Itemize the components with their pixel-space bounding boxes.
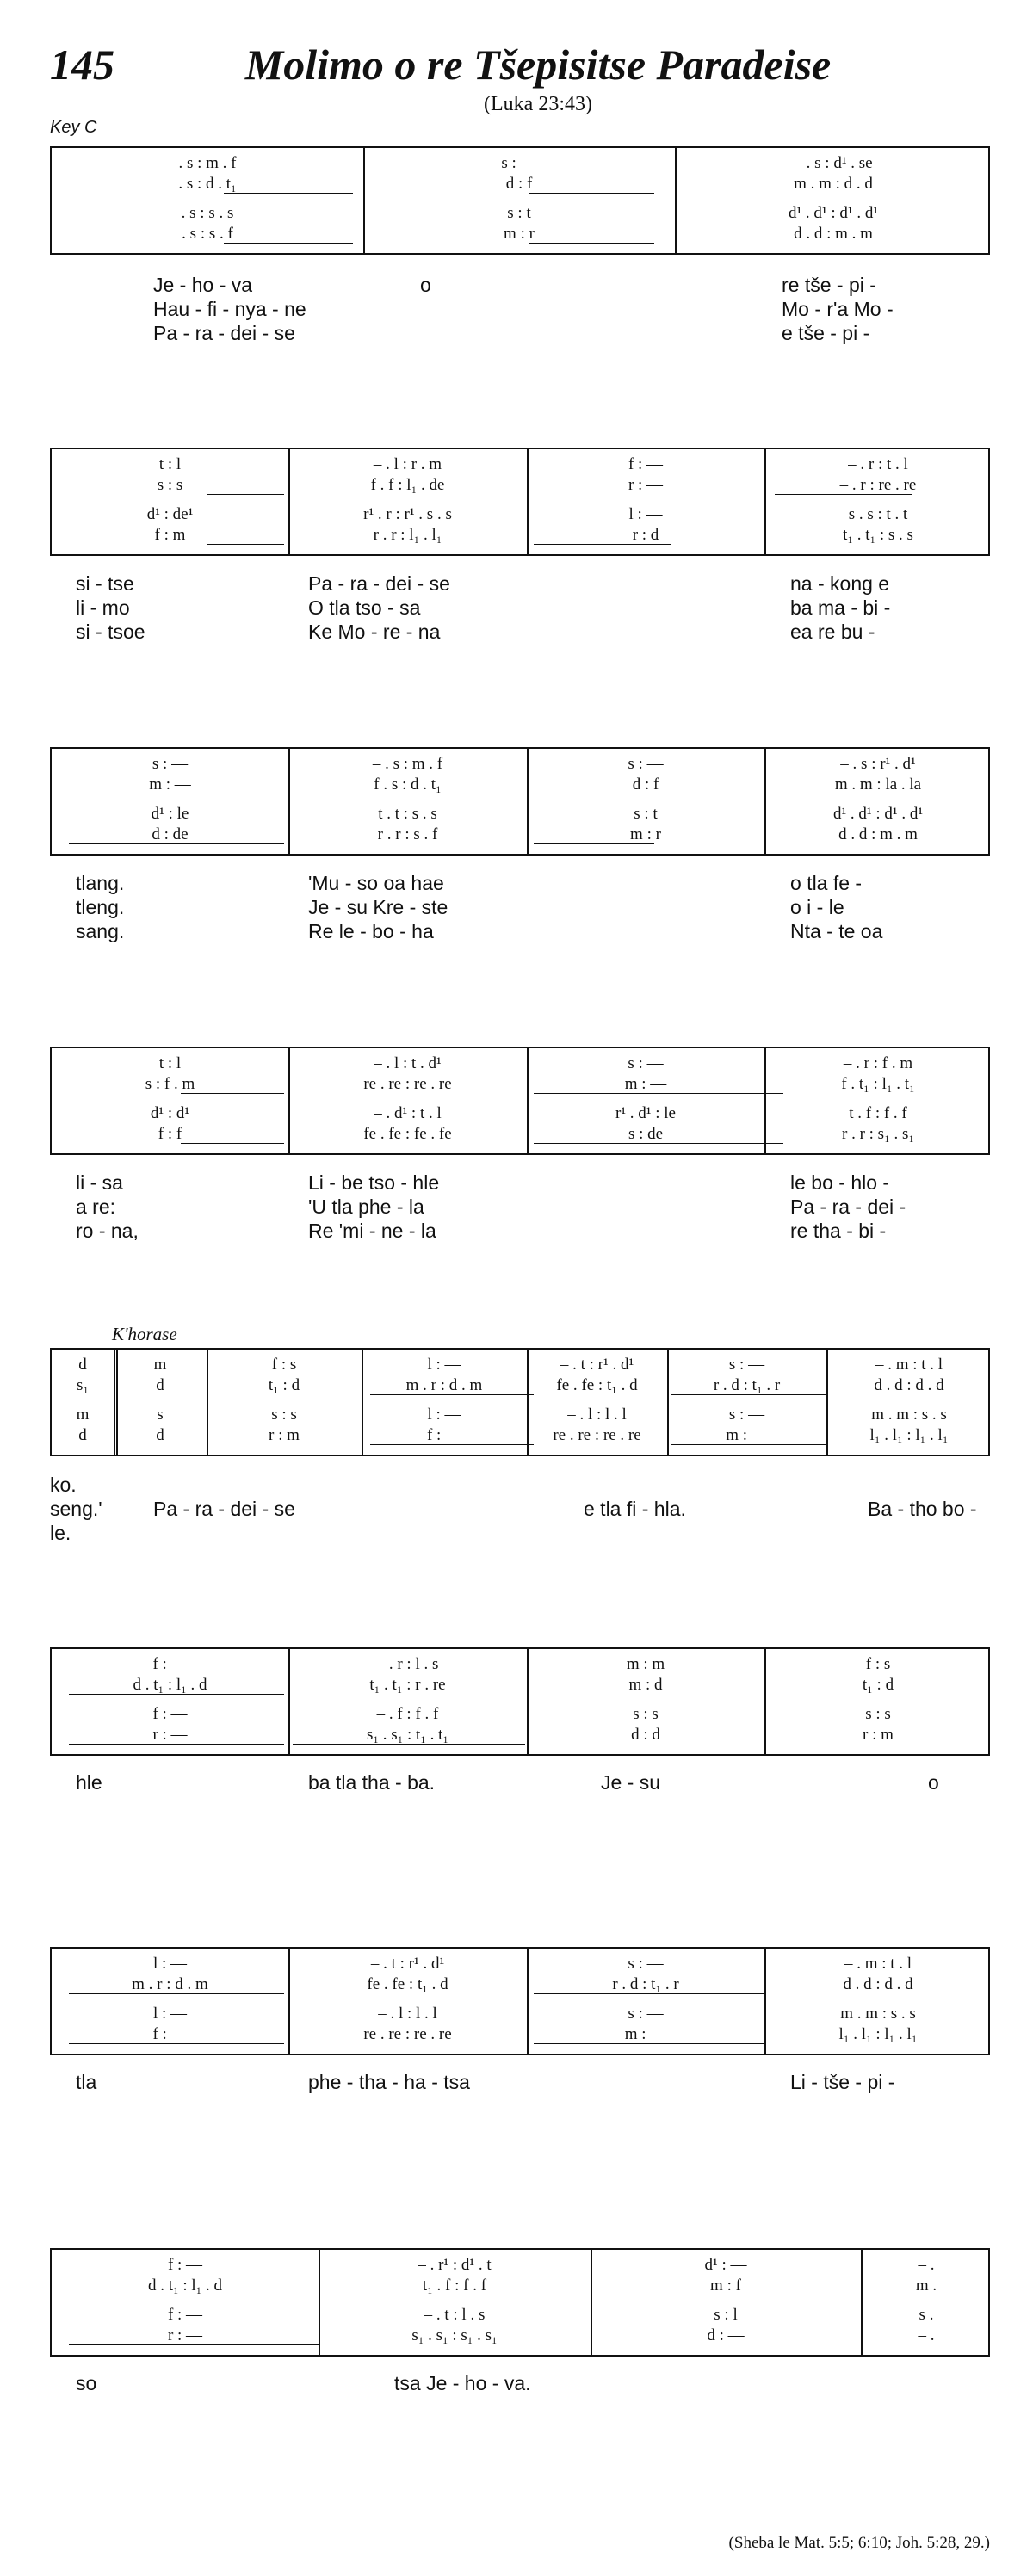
lyric-line bbox=[50, 1220, 990, 1244]
note-group: d¹ . d¹ : d¹ . d¹ bbox=[788, 204, 879, 222]
note-group: d¹ : de¹ bbox=[146, 505, 194, 523]
voice-row-soprano bbox=[52, 1654, 988, 1675]
slur-line bbox=[534, 544, 671, 545]
note-group: f . s : d . t₁ bbox=[374, 775, 442, 794]
staff-system-6 bbox=[50, 1647, 990, 1756]
lyric-phrase: o bbox=[928, 1771, 939, 1794]
note-group: m . m : s . s bbox=[840, 2005, 916, 2023]
slur-line bbox=[69, 2043, 284, 2044]
lyric-phrase: a re: bbox=[76, 1195, 116, 1218]
note-group: – . r : re . re bbox=[839, 476, 917, 494]
voice-row-alto bbox=[52, 1675, 988, 1696]
note-group: r : — bbox=[167, 2326, 203, 2344]
note-group: f : — bbox=[628, 455, 664, 473]
lyric-phrase: sang. bbox=[76, 920, 125, 942]
note-group: d bbox=[156, 1426, 164, 1444]
lyric-line bbox=[50, 920, 990, 944]
note-group: s : s bbox=[633, 1705, 659, 1723]
lyric-line bbox=[50, 896, 990, 920]
lyric-phrase: Re 'mi - ne - la bbox=[308, 1220, 436, 1242]
note-group: t₁ . t₁ : s . s bbox=[843, 526, 913, 544]
lyric-phrase: re tha - bi - bbox=[790, 1220, 887, 1242]
lyric-line bbox=[50, 322, 990, 346]
note-group: – . s : m . f bbox=[372, 755, 443, 773]
slur-line bbox=[69, 2344, 319, 2345]
note-group: – . s : r¹ . d¹ bbox=[840, 755, 916, 773]
note-group: t : l bbox=[158, 1054, 182, 1072]
lyric-line bbox=[50, 1195, 990, 1220]
lyric-phrase: tla bbox=[76, 2071, 97, 2093]
lyric-phrase: o tla fe - bbox=[790, 872, 863, 894]
lyrics-block-6 bbox=[50, 1771, 990, 1795]
staff-system-3 bbox=[50, 747, 990, 856]
lyric-phrase: si - tsoe bbox=[76, 621, 145, 643]
note-group: t₁ : d bbox=[268, 1376, 300, 1394]
note-group: m bbox=[76, 1405, 90, 1424]
hymn-title: Molimo o re Tšepisitse Paradeise bbox=[244, 40, 832, 89]
note-group: – . d¹ : t . l bbox=[374, 1104, 442, 1122]
note-group: r . d : t₁ . r bbox=[612, 1975, 679, 1993]
note-group: f . t₁ : l₁ . t₁ bbox=[841, 1075, 915, 1093]
staff-system-4 bbox=[50, 1047, 990, 1155]
note-group: f : s bbox=[865, 1655, 891, 1673]
slur-line bbox=[529, 243, 654, 244]
voice-row-alto bbox=[52, 2276, 988, 2296]
lyric-phrase: Li - tše - pi - bbox=[790, 2071, 895, 2093]
note-group: – . s : d¹ . se bbox=[794, 154, 873, 172]
voice-row-tenor bbox=[52, 2004, 988, 2024]
note-group: t : l bbox=[158, 455, 182, 473]
voice-row-tenor bbox=[52, 504, 988, 525]
note-group: r : m bbox=[863, 1726, 894, 1744]
note-group: r¹ . d¹ : le bbox=[615, 1104, 676, 1122]
note-group: s : — bbox=[501, 154, 537, 172]
voice-row-tenor bbox=[52, 203, 988, 224]
note-group: l : — bbox=[427, 1405, 461, 1424]
lyric-line bbox=[50, 1473, 990, 1498]
note-group: r : d bbox=[632, 526, 659, 544]
note-group: s : s bbox=[271, 1405, 297, 1424]
lyric-phrase: e tla fi - hla. bbox=[584, 1498, 686, 1520]
lyric-line bbox=[50, 621, 990, 645]
staff-system-1 bbox=[50, 146, 990, 255]
note-group: t₁ . t₁ : r . re bbox=[369, 1676, 446, 1694]
note-group: – . t : r¹ . d¹ bbox=[370, 1955, 445, 1973]
note-group: s : l bbox=[714, 2306, 738, 2324]
note-group: m . bbox=[915, 2276, 937, 2295]
scripture-reference: (Luka 23:43) bbox=[484, 93, 592, 115]
note-group: s₁ . s₁ : s₁ . s₁ bbox=[411, 2326, 498, 2344]
note-group: s₁ . s₁ : t₁ . t₁ bbox=[366, 1726, 449, 1744]
lyric-line bbox=[50, 2372, 990, 2396]
note-group: – . l : l . l bbox=[378, 2005, 437, 2023]
lyric-phrase: li - sa bbox=[76, 1171, 123, 1194]
lyric-phrase: ro - na, bbox=[76, 1220, 139, 1242]
lyric-line bbox=[50, 274, 990, 298]
lyric-phrase: ba tla tha - ba. bbox=[308, 1771, 436, 1794]
lyric-phrase: li - mo bbox=[76, 596, 130, 619]
note-group: d bbox=[78, 1426, 87, 1444]
note-group: s₁ bbox=[76, 1376, 90, 1394]
note-group: r : m bbox=[269, 1426, 300, 1444]
voice-row-soprano bbox=[52, 1053, 988, 1074]
slur-line bbox=[69, 1744, 284, 1745]
note-group: – . r : t . l bbox=[848, 455, 908, 473]
lyric-phrase: Pa - ra - dei - bbox=[790, 1195, 906, 1218]
staff-system-8 bbox=[50, 2248, 990, 2357]
note-group: – . bbox=[918, 2326, 935, 2344]
note-group: m : m bbox=[626, 1655, 665, 1673]
slur-line bbox=[181, 1093, 284, 1094]
lyric-phrase: na - kong e bbox=[790, 572, 890, 595]
note-group: d¹ : d¹ bbox=[150, 1104, 190, 1122]
slur-line bbox=[534, 1993, 764, 1994]
voice-row-bass bbox=[52, 1124, 988, 1145]
note-group: s : — bbox=[152, 755, 189, 773]
voice-row-bass bbox=[52, 224, 988, 244]
note-group: s : de bbox=[628, 1125, 664, 1143]
voice-row-alto bbox=[52, 775, 988, 795]
lyric-line bbox=[50, 1771, 990, 1795]
note-group: s : — bbox=[728, 1405, 765, 1424]
voice-row-bass bbox=[52, 525, 988, 546]
note-group: – . m : t . l bbox=[844, 1955, 912, 1973]
voice-row-soprano bbox=[52, 2255, 988, 2276]
note-group: d : d bbox=[631, 1726, 660, 1744]
hymn-number: 145 bbox=[50, 40, 114, 89]
note-group: s : s bbox=[157, 476, 183, 494]
voice-row-alto bbox=[52, 475, 988, 496]
lyric-phrase: tsa Je - ho - va. bbox=[394, 2372, 531, 2394]
note-group: s : t bbox=[634, 805, 658, 823]
note-group: d bbox=[156, 1376, 164, 1394]
note-group: re . re : re . re bbox=[553, 1426, 641, 1444]
note-group: d bbox=[78, 1356, 87, 1374]
lyric-phrase: Li - be tso - hle bbox=[308, 1171, 440, 1194]
voice-row-bass bbox=[52, 1725, 988, 1745]
lyric-phrase: Nta - te oa bbox=[790, 920, 883, 942]
lyric-phrase: ba ma - bi - bbox=[790, 596, 891, 619]
lyric-phrase: Pa - ra - dei - se bbox=[153, 322, 295, 344]
voice-row-bass bbox=[52, 2024, 988, 2045]
note-group: f : — bbox=[152, 1705, 188, 1723]
voice-row-bass bbox=[52, 1425, 988, 1446]
note-group: re . re : re . re bbox=[363, 1075, 452, 1093]
note-group: r¹ . r : r¹ . s . s bbox=[363, 505, 452, 523]
voice-row-bass bbox=[52, 825, 988, 845]
lyric-phrase: Ba - tho bo - bbox=[868, 1498, 977, 1520]
note-group: s : f . m bbox=[145, 1075, 195, 1093]
note-group: r : — bbox=[152, 1726, 188, 1744]
note-group: d : — bbox=[707, 2326, 745, 2344]
note-group: – . r : f . m bbox=[843, 1054, 913, 1072]
note-group: s . s : t . t bbox=[848, 505, 908, 523]
note-group: f . f : l₁ . de bbox=[370, 476, 445, 494]
note-group: s : — bbox=[628, 1054, 664, 1072]
note-group: re . re : re . re bbox=[363, 2025, 452, 2043]
note-group: t₁ : d bbox=[862, 1676, 894, 1694]
note-group: m . m : d . d bbox=[794, 175, 873, 193]
note-group: . s : m . f bbox=[178, 154, 237, 172]
note-group: d . t₁ : l₁ . d bbox=[147, 2276, 223, 2295]
note-group: – . r¹ : d¹ . t bbox=[418, 2256, 492, 2274]
lyric-phrase: Je - ho - va bbox=[153, 274, 253, 296]
lyric-phrase: Re le - bo - ha bbox=[308, 920, 434, 942]
lyrics-block-8 bbox=[50, 2372, 990, 2396]
note-group: fe . fe : t₁ . d bbox=[556, 1376, 638, 1394]
note-group: l : — bbox=[152, 1955, 188, 1973]
note-group: – . l : l . l bbox=[567, 1405, 627, 1424]
key-signature: Key C bbox=[50, 118, 97, 137]
note-group: f : s bbox=[271, 1356, 297, 1374]
note-group: m : r bbox=[630, 825, 661, 843]
note-group: – . f : f . f bbox=[376, 1705, 439, 1723]
note-group: m : r bbox=[504, 225, 535, 243]
lyric-phrase: Je - su bbox=[601, 1771, 661, 1794]
lyric-phrase: re tše - pi - bbox=[782, 274, 876, 296]
staff-system-5 bbox=[50, 1348, 990, 1456]
lyric-line bbox=[50, 1522, 990, 1546]
note-group: m : d bbox=[628, 1676, 663, 1694]
note-group: – . r : l . s bbox=[376, 1655, 439, 1673]
note-group: s : t bbox=[507, 204, 531, 222]
lyric-phrase: Ke Mo - re - na bbox=[308, 621, 441, 643]
note-group: – . t : r¹ . d¹ bbox=[560, 1356, 634, 1374]
slur-line bbox=[534, 843, 654, 844]
lyric-line bbox=[50, 1171, 990, 1195]
lyric-phrase: ko. bbox=[50, 1473, 77, 1496]
note-group: l₁ . l₁ : l₁ . l₁ bbox=[869, 1426, 949, 1444]
note-group: f : — bbox=[426, 1426, 462, 1444]
voice-row-tenor bbox=[52, 1704, 988, 1725]
voice-row-tenor bbox=[52, 1405, 988, 1425]
note-group: r : — bbox=[628, 476, 664, 494]
lyric-phrase: o bbox=[420, 274, 431, 296]
lyrics-block-1 bbox=[50, 274, 990, 346]
slur-line bbox=[293, 1744, 525, 1745]
slur-line bbox=[207, 494, 284, 495]
note-group: fe . fe : fe . fe bbox=[363, 1125, 452, 1143]
lyric-phrase: Pa - ra - dei - se bbox=[153, 1498, 295, 1520]
lyrics-block-7 bbox=[50, 2071, 990, 2095]
note-group: s : — bbox=[728, 1356, 765, 1374]
lyric-line bbox=[50, 2071, 990, 2095]
note-group: s . bbox=[919, 2306, 934, 2324]
note-group: d¹ : — bbox=[704, 2256, 747, 2274]
slur-line bbox=[370, 1394, 534, 1395]
note-group: l : — bbox=[152, 2005, 188, 2023]
lyric-phrase: tlang. bbox=[76, 872, 125, 894]
note-group: f : — bbox=[167, 2256, 203, 2274]
note-group: m : — bbox=[726, 1426, 768, 1444]
lyric-phrase: 'Mu - so oa hae bbox=[308, 872, 444, 894]
note-group: s bbox=[157, 1405, 164, 1424]
voice-row-alto bbox=[52, 1074, 988, 1095]
voice-row-tenor bbox=[52, 1103, 988, 1124]
voice-row-tenor bbox=[52, 804, 988, 825]
slur-line bbox=[181, 1143, 284, 1144]
note-group: d . d : d . d bbox=[843, 1975, 913, 1993]
chorus-label: K'horase bbox=[112, 1324, 177, 1344]
note-group: – . t : l . s bbox=[424, 2306, 486, 2324]
lyric-phrase: le bo - hlo - bbox=[790, 1171, 890, 1194]
note-group: d . d : m . m bbox=[838, 825, 918, 843]
note-group: m bbox=[153, 1356, 167, 1374]
voice-row-alto bbox=[52, 1974, 988, 1995]
slur-line bbox=[207, 544, 284, 545]
note-group: f : — bbox=[167, 2306, 203, 2324]
note-group: s : — bbox=[628, 2005, 664, 2023]
voice-row-soprano bbox=[52, 1355, 988, 1375]
note-group: d . d : d . d bbox=[874, 1376, 944, 1394]
note-group: f : f bbox=[158, 1125, 182, 1143]
note-group: s : — bbox=[628, 755, 664, 773]
voice-row-alto bbox=[52, 174, 988, 195]
note-group: d : f bbox=[632, 775, 659, 794]
lyric-phrase: Mo - r'a Mo - bbox=[782, 298, 894, 320]
note-group: m . r : d . m bbox=[405, 1376, 483, 1394]
lyrics-block-4 bbox=[50, 1171, 990, 1244]
note-group: m . m : s . s bbox=[871, 1405, 947, 1424]
slur-line bbox=[69, 1694, 284, 1695]
note-group: d¹ . d¹ : d¹ . d¹ bbox=[832, 805, 924, 823]
note-group: r . d : t₁ . r bbox=[713, 1376, 781, 1394]
slur-line bbox=[671, 1394, 826, 1395]
note-group: s : — bbox=[628, 1955, 664, 1973]
note-group: f : m bbox=[154, 526, 186, 544]
note-group: – . l : t . d¹ bbox=[374, 1054, 442, 1072]
lyric-phrase: seng.' bbox=[50, 1498, 102, 1520]
note-group: m . r : d . m bbox=[132, 1975, 208, 1993]
lyric-phrase: Pa - ra - dei - se bbox=[308, 572, 450, 595]
note-group: d : de bbox=[152, 825, 189, 843]
voice-row-soprano bbox=[52, 153, 988, 174]
lyric-phrase: phe - tha - ha - tsa bbox=[308, 2071, 470, 2093]
note-group: t . f : f . f bbox=[849, 1104, 907, 1122]
lyric-phrase: Je - su Kre - ste bbox=[308, 896, 448, 918]
slur-line bbox=[671, 1444, 826, 1445]
slur-line bbox=[529, 193, 654, 194]
note-group: m : — bbox=[624, 2025, 667, 2043]
note-group: – . m : t . l bbox=[875, 1356, 943, 1374]
slur-line bbox=[534, 2043, 764, 2044]
note-group: t . t : s . s bbox=[378, 805, 437, 823]
lyrics-block-3 bbox=[50, 872, 990, 944]
lyric-line bbox=[50, 596, 990, 621]
lyric-phrase: O tla tso - sa bbox=[308, 596, 421, 619]
lyric-phrase: o i - le bbox=[790, 896, 844, 918]
voice-row-soprano bbox=[52, 454, 988, 475]
note-group: l : — bbox=[628, 505, 663, 523]
note-group: d . t₁ : l₁ . d bbox=[133, 1676, 207, 1694]
note-group: r . r : s₁ . s₁ bbox=[842, 1125, 914, 1143]
note-group: . s : d . t₁ bbox=[178, 175, 237, 193]
lyric-phrase: 'U tla phe - la bbox=[308, 1195, 424, 1218]
slur-line bbox=[775, 494, 912, 495]
voice-row-tenor bbox=[52, 2305, 988, 2326]
voice-row-bass bbox=[52, 2326, 988, 2346]
note-group: m : f bbox=[710, 2276, 741, 2295]
note-group: d¹ : le bbox=[151, 805, 189, 823]
lyrics-block-5 bbox=[50, 1473, 990, 1546]
slur-line bbox=[69, 843, 284, 844]
footer-references: (Sheba le Mat. 5:5; 6:10; Joh. 5:28, 29.) bbox=[728, 2534, 990, 2552]
note-group: r . r : l₁ . l₁ bbox=[373, 526, 442, 544]
slur-line bbox=[224, 193, 353, 194]
note-group: d . d : m . m bbox=[794, 225, 873, 243]
note-group: f : — bbox=[152, 1655, 188, 1673]
note-group: m : — bbox=[624, 1075, 667, 1093]
lyric-phrase: ea re bu - bbox=[790, 621, 875, 643]
note-group: r . r : s . f bbox=[377, 825, 438, 843]
staff-system-7 bbox=[50, 1947, 990, 2055]
note-group: d : f bbox=[505, 175, 533, 193]
slur-line bbox=[534, 1093, 783, 1094]
note-group: . s : s . s bbox=[181, 204, 234, 222]
lyric-phrase: e tše - pi - bbox=[782, 322, 870, 344]
note-group: t₁ . f : f . f bbox=[422, 2276, 487, 2295]
note-group: s : s bbox=[865, 1705, 891, 1723]
note-group: fe . fe : t₁ . d bbox=[367, 1975, 448, 1993]
lyrics-block-2 bbox=[50, 572, 990, 645]
lyric-phrase: tleng. bbox=[76, 896, 125, 918]
lyric-phrase: si - tse bbox=[76, 572, 134, 595]
lyric-phrase: Hau - fi - nya - ne bbox=[153, 298, 306, 320]
note-group: f : — bbox=[152, 2025, 188, 2043]
lyric-phrase: hle bbox=[76, 1771, 102, 1794]
voice-row-soprano bbox=[52, 754, 988, 775]
lyric-phrase: so bbox=[76, 2372, 97, 2394]
note-group: m . m : la . la bbox=[834, 775, 922, 794]
note-group: m : — bbox=[149, 775, 191, 794]
slur-line bbox=[224, 243, 353, 244]
voice-row-soprano bbox=[52, 1954, 988, 1974]
note-group: l : — bbox=[427, 1356, 461, 1374]
lyric-line bbox=[50, 1498, 990, 1522]
slur-line bbox=[69, 1993, 284, 1994]
lyric-line bbox=[50, 872, 990, 896]
slur-line bbox=[370, 1444, 534, 1445]
note-group: – . l : r . m bbox=[373, 455, 442, 473]
slur-line bbox=[534, 1143, 783, 1144]
lyric-line bbox=[50, 572, 990, 596]
staff-system-2 bbox=[50, 448, 990, 556]
note-group: – . bbox=[918, 2256, 935, 2274]
note-group: l₁ . l₁ : l₁ . l₁ bbox=[838, 2025, 918, 2043]
lyric-line bbox=[50, 298, 990, 322]
lyric-phrase: le. bbox=[50, 1522, 71, 1544]
note-group: . s : s . f bbox=[182, 225, 233, 243]
voice-row-alto bbox=[52, 1375, 988, 1396]
